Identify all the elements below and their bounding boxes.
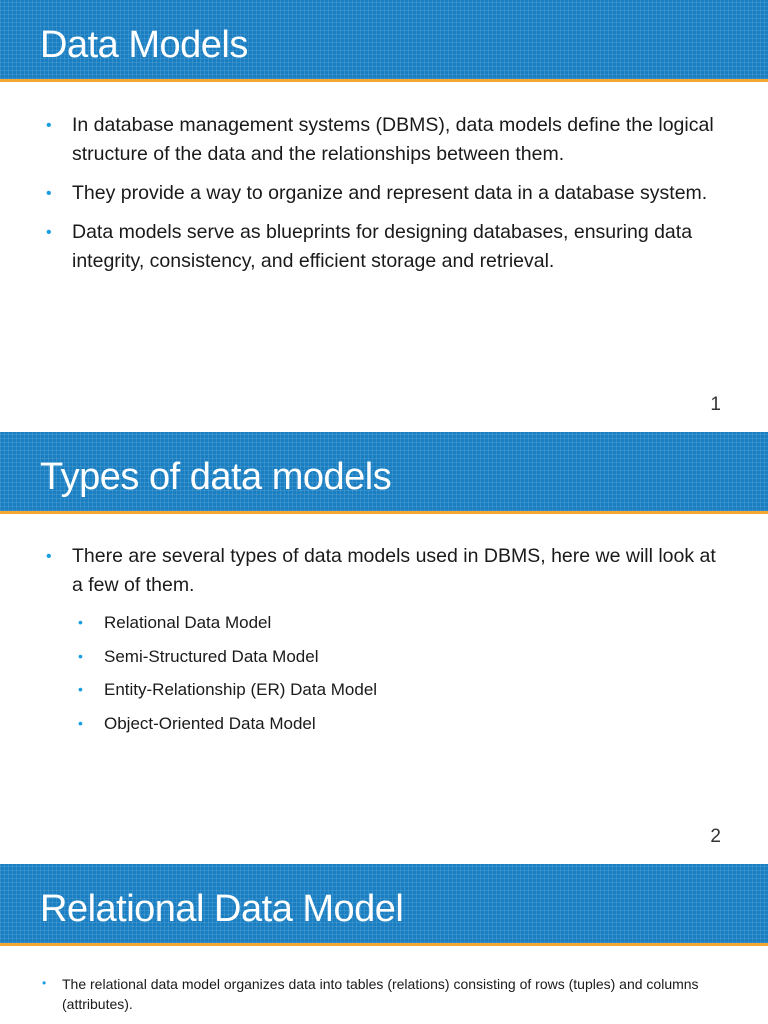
- slide-3-bullet-list: [42, 974, 728, 1014]
- bullet-dot-icon: •: [46, 224, 52, 241]
- slide-2-sub-bullet-list: [78, 612, 728, 746]
- slide-2-sub-bullet: • Entity-Relationship (ER) Data Model: [78, 680, 378, 699]
- slide-2-sub-bullet: • Relational Data Model: [78, 613, 272, 632]
- slide-2-header: [0, 432, 768, 514]
- slide-2-bullet-list: [44, 542, 728, 610]
- bullet-dot-icon: •: [78, 647, 83, 664]
- slide-2-title: Types of data models: [40, 456, 392, 498]
- slide-2-page-number: 2: [710, 826, 721, 847]
- slide-1: [0, 0, 768, 432]
- slide-2-sub-bullet: • Object-Oriented Data Model: [78, 713, 316, 733]
- slide-3-header: [0, 864, 768, 946]
- bullet-dot-icon: •: [78, 614, 83, 630]
- slide-1-title: Data Models: [40, 24, 248, 66]
- slide-1-bullet: • They provide a way to organize and represent data in a database system.: [44, 179, 728, 208]
- slide-3-title: Relational Data Model: [40, 888, 404, 930]
- slide-3-bullet: • The relational data model organizes data into tables (relations) consisting of rows (tuples) and columns (attributes).: [42, 974, 728, 1014]
- slide-2-bullet: • There are several types of data models used in DBMS, here we will look at a few of them.: [44, 542, 728, 600]
- bullet-dot-icon: •: [78, 714, 83, 731]
- bullet-dot-icon: •: [46, 185, 52, 202]
- slide-2-sub-bullet: • Semi-Structured Data Model: [78, 646, 319, 666]
- slide-1-header: [0, 0, 768, 82]
- bullet-dot-icon: •: [42, 976, 47, 990]
- bullet-dot-icon: •: [46, 548, 52, 565]
- slide-2: [0, 432, 768, 864]
- slide-1-bullet: • In database management systems (DBMS), data models define the logical structure of the data and the relationships between them.: [44, 111, 728, 169]
- slide-1-page-number: 1: [710, 394, 721, 415]
- slide-3: [0, 864, 768, 1024]
- slide-1-bullet-list: [44, 111, 728, 286]
- bullet-dot-icon: •: [46, 117, 52, 134]
- bullet-dot-icon: •: [78, 681, 83, 697]
- slide-1-bullet: • Data models serve as blueprints for designing databases, ensuring data integrity, consistency, and efficient storage and retrieval.: [44, 218, 728, 276]
